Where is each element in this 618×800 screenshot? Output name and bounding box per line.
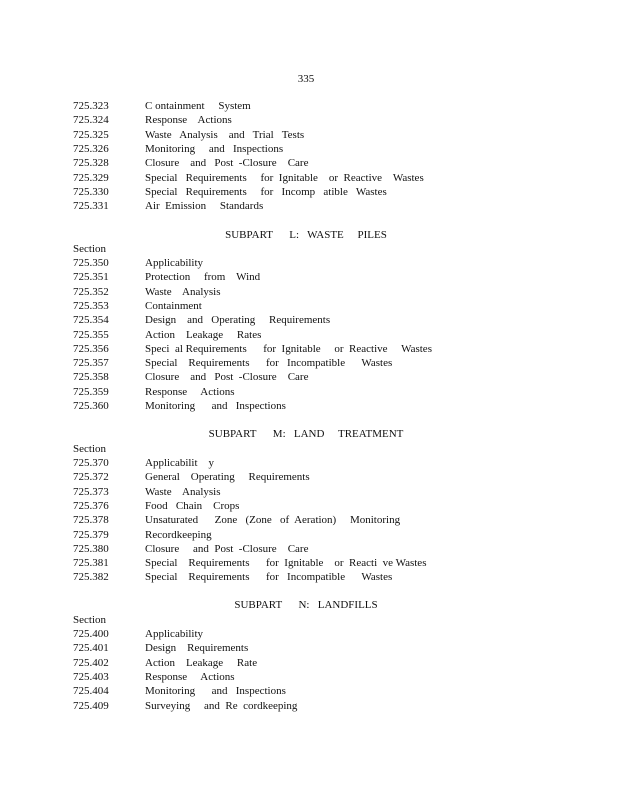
section-title: Applicabilit y (145, 457, 215, 469)
section-title: Special Requirements for Ignitable or Reactive Wastes (145, 171, 424, 184)
toc-entry (73, 285, 221, 299)
section-title: Speci al Requirements for Ignitable or Reactive Wastes (145, 342, 432, 355)
section-number: 725.404 (73, 685, 109, 698)
section-title: Special Requirements for Ignitable or Reacti ve Wastes (145, 557, 427, 570)
section-title: Applicability (145, 257, 204, 269)
section-number: 725.402 (73, 656, 109, 669)
section-number: 725.323 (73, 100, 109, 112)
section-title: Containment (145, 299, 202, 312)
toc-entry (73, 270, 260, 284)
section-title: Waste Analysis (145, 285, 221, 298)
section-title: Surveying and Re cordkeeping (145, 699, 298, 712)
section-number: 725.409 (73, 699, 109, 712)
section-number: 725.401 (73, 642, 109, 655)
section-label: Section (73, 614, 106, 626)
toc-entry (73, 199, 263, 213)
section-title: Closure and Post -Closure Care (145, 371, 309, 384)
section-number: 725.400 (73, 628, 109, 640)
toc-entry (73, 399, 286, 413)
section-number: 725.326 (73, 142, 109, 155)
section-number: 725.370 (73, 457, 109, 469)
section-number: 725.376 (73, 499, 109, 512)
section-title: Applicability (145, 628, 204, 640)
section-label: Section (73, 443, 106, 455)
section-number: 725.382 (73, 571, 109, 584)
section-title: Recordkeeping (145, 528, 212, 541)
section-title: C ontainment System (145, 100, 251, 112)
page-number: 335 (297, 73, 315, 85)
toc-entry (73, 513, 400, 527)
toc-entry (73, 528, 212, 542)
subpart-heading: SUBPART L: WASTE PILES (225, 229, 387, 241)
section-number: 725.372 (73, 471, 109, 484)
section-number: 725.355 (73, 328, 109, 341)
section-number: 725.329 (73, 171, 109, 184)
section-number: 725.324 (73, 114, 109, 127)
toc-entry (73, 256, 203, 270)
section-title: Special Requirements for Incomp atible Wastes (145, 185, 387, 198)
section-number: 725.356 (73, 342, 109, 355)
toc-entry (73, 328, 261, 342)
section-title: Design and Operating Requirements (145, 314, 331, 327)
section-title: Monitoring and Inspections (145, 142, 284, 155)
section-title: Unsaturated Zone (Zone of Aeration) Monitoring (145, 514, 401, 527)
section-title: General Operating Requirements (145, 471, 310, 484)
toc-entry (73, 385, 235, 399)
section-title: Closure and Post -Closure Care (145, 157, 309, 170)
section-number: 725.352 (73, 285, 109, 298)
section-title: Closure and Post -Closure Care (145, 542, 309, 555)
section-number: 725.378 (73, 514, 109, 527)
toc-entry (73, 99, 251, 113)
section-number: 725.381 (73, 557, 109, 570)
toc-entry (73, 470, 310, 484)
section-number: 725.325 (73, 128, 109, 141)
section-number: 725.380 (73, 542, 109, 555)
toc-entry (73, 499, 239, 513)
section-title: Food Chain Crops (145, 499, 240, 512)
section-title: Response Actions (145, 385, 235, 398)
section-number: 725.328 (73, 157, 109, 170)
section-title: Monitoring and Inspections (145, 685, 286, 698)
section-number: 725.359 (73, 385, 109, 398)
section-number: 725.379 (73, 528, 109, 541)
toc-entry (73, 641, 248, 655)
section-title: Action Leakage Rate (145, 656, 258, 669)
section-number: 725.353 (73, 299, 109, 312)
toc-entry (73, 171, 424, 185)
section-number: 725.403 (73, 670, 109, 683)
toc-entry (73, 456, 214, 470)
toc-entry (73, 684, 286, 698)
section-number: 725.373 (73, 485, 109, 498)
section-number: 725.331 (73, 200, 109, 213)
section-number: 725.351 (73, 271, 109, 284)
toc-entry (73, 485, 221, 499)
section-title: Special Requirements for Incompatible Wastes (145, 357, 393, 370)
toc-entry (73, 156, 308, 170)
section-title: Response Actions (145, 670, 235, 683)
section-number: 725.354 (73, 314, 109, 327)
toc-entry (73, 699, 297, 713)
toc-entry (73, 185, 387, 199)
section-title: Protection from Wind (145, 271, 261, 284)
toc-entry (73, 556, 426, 570)
toc-entry (73, 113, 232, 127)
section-number: 725.360 (73, 400, 109, 412)
toc-entry (73, 342, 432, 356)
toc-entry (73, 370, 308, 384)
toc-entry (73, 570, 392, 584)
toc-entry (73, 627, 203, 641)
toc-entry (73, 299, 202, 313)
section-title: Action Leakage Rates (145, 328, 262, 341)
section-label: Section (73, 243, 106, 255)
section-title: Response Actions (145, 114, 232, 127)
section-title: Special Requirements for Incompatible Wastes (145, 571, 393, 584)
toc-entry (73, 313, 330, 327)
toc-entry (73, 542, 308, 556)
section-title: Waste Analysis and Trial Tests (145, 128, 305, 141)
toc-entry (73, 656, 257, 670)
section-number: 725.358 (73, 371, 109, 384)
subpart-heading: SUBPART N: LANDFILLS (234, 599, 378, 611)
toc-entry (73, 356, 392, 370)
section-number: 725.330 (73, 185, 109, 198)
section-number: 725.357 (73, 357, 109, 370)
toc-entry (73, 142, 283, 156)
section-title: Monitoring and Inspections (145, 400, 286, 412)
toc-entry (73, 670, 235, 684)
toc-entry (73, 128, 304, 142)
section-title: Design Requirements (145, 642, 249, 655)
subpart-heading: SUBPART M: LAND TREATMENT (208, 428, 404, 440)
section-title: Air Emission Standards (145, 200, 264, 213)
section-number: 725.350 (73, 257, 109, 269)
section-title: Waste Analysis (145, 485, 221, 498)
